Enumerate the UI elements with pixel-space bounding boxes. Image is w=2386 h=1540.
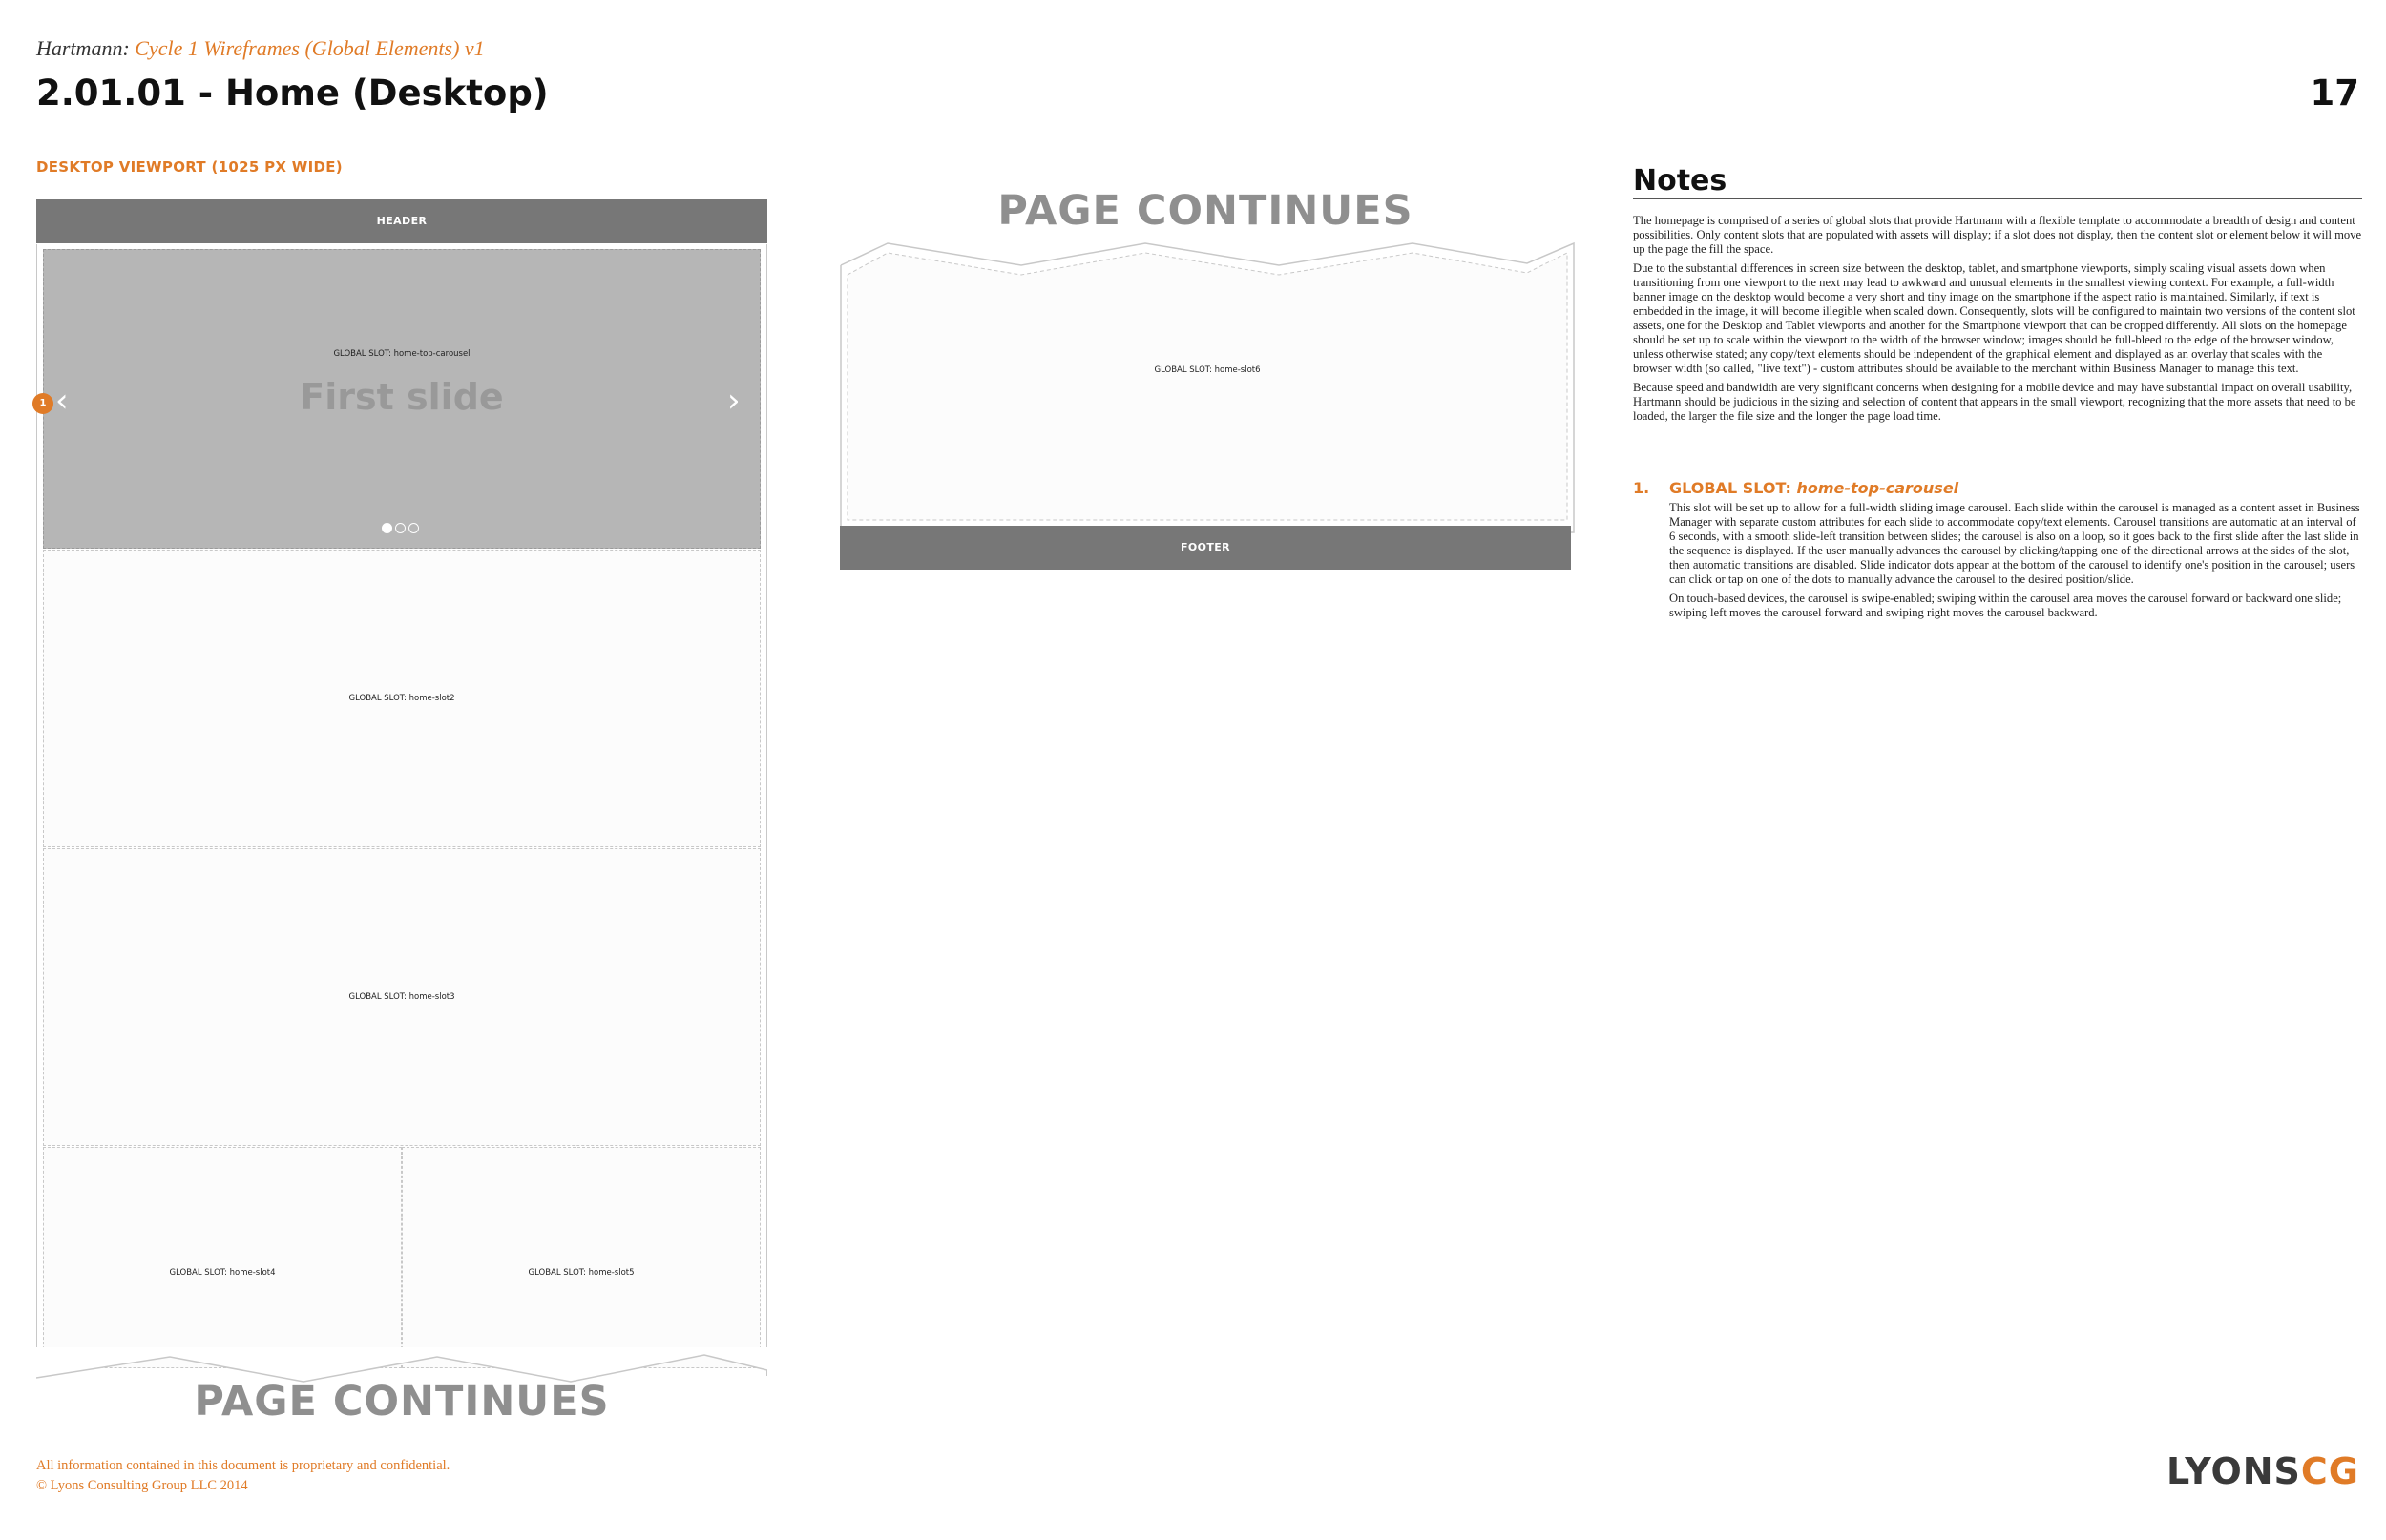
notes-paragraph: Due to the substantial differences in screen size between the desktop, tablet, and smartphone viewports, simply scaling visual assets down when transitioning from one viewport to the next may lead to awkward and unusual elements in the smallest viewing context. For example, a full-width banner image on the desktop would become a very short and tiny image on the smartphone if the aspect ratio is maintained. Similarly, if text is embedded in the image, it will become illegible when scaled down. Consequently, slots will be configured to maintain two versions of the content slot assets, one for the Desktop and Tablet viewports and another for the Smartphone viewport that can be cropped differently. All slots on the homepage should be set up to scale within the viewport to the width of the browser window; images should be full-bleed to the edge of the browser window, unless otherwise stated; any copy/text elements should be independent of the graphical element and displayed as an overlay that scales with the browser width (so called, "live text") - custom attributes should be available to the merchant within Business Manager to manage this text. bbox=[1633, 261, 2355, 375]
slot4-label: GLOBAL SLOT: home-slot4 bbox=[169, 1268, 276, 1278]
note-item-paragraph: On touch-based devices, the carousel is swipe-enabled; swiping within the carousel area moves the carousel forward or backward one slide; swiping left moves the carousel forward and swiping right moves the carousel backward. bbox=[1669, 592, 2342, 619]
header-bar: HEADER bbox=[36, 199, 767, 243]
home-slot2 bbox=[43, 550, 761, 847]
carousel-slot-label: GLOBAL SLOT: home-top-carousel bbox=[333, 349, 471, 359]
slot6-label: GLOBAL SLOT: home-slot6 bbox=[1154, 365, 1261, 375]
chevron-right-icon[interactable]: › bbox=[727, 382, 741, 420]
logo-text-lyons: LYONS bbox=[2166, 1450, 2301, 1492]
notes-divider bbox=[1633, 198, 2362, 199]
confidential-notice: All information contained in this document is proprietary and confidential. bbox=[36, 1458, 450, 1473]
project-name: Cycle 1 Wireframes (Global Elements) v1 bbox=[135, 36, 485, 60]
home-slot4 bbox=[43, 1147, 402, 1368]
note-item-body bbox=[1669, 501, 2362, 625]
home-slot5 bbox=[402, 1147, 761, 1368]
slot5-label: GLOBAL SLOT: home-slot5 bbox=[528, 1268, 635, 1278]
home-slot3 bbox=[43, 848, 761, 1146]
note-item-heading bbox=[1669, 479, 1958, 497]
slot2-label: GLOBAL SLOT: home-slot2 bbox=[348, 694, 455, 703]
copyright-notice: © Lyons Consulting Group LLC 2014 bbox=[36, 1478, 248, 1493]
note-item-number: 1. bbox=[1633, 479, 1650, 497]
viewport-label: DESKTOP VIEWPORT (1025 PX WIDE) bbox=[36, 158, 343, 176]
note-item-paragraph: This slot will be set up to allow for a full-width sliding image carousel. Each slide within the carousel is managed as a content asset in Business Manager with separate custom attributes for each slide to accommodate copy/text elements. Carousel transitions are automatic at an interval of 6 seconds, with a smooth slide-left transition between slides; the carousel is also on a loop, so it goes back to the first slide after the last slide in the sequence is displayed. If the user manually advances the carousel by clicking/tapping one of the directional arrows at the sides of the slot, then automatic transitions are disabled. Slide indicator dots appear at the bottom of the carousel to identify one's position in the carousel; users can click or tap on one of the dots to manually advance the carousel to the desired position/slide. bbox=[1669, 501, 2360, 586]
continued-frame bbox=[840, 239, 1575, 534]
page-continues-bottom: PAGE CONTINUES bbox=[194, 1378, 610, 1426]
carousel-slide-title: First slide bbox=[300, 376, 504, 418]
note-item-slot-name: home-top-carousel bbox=[1796, 479, 1959, 497]
slot3-label: GLOBAL SLOT: home-slot3 bbox=[348, 992, 455, 1002]
footer-bar: FOOTER bbox=[840, 526, 1571, 570]
document-subtitle bbox=[36, 36, 485, 61]
notes-paragraph: Because speed and bandwidth are very significant concerns when designing for a mobile device and may have substantial impact on overall usability, Hartmann should be judicious in the sizing and selection of content that appears in the small viewport, recognizing that the more assets that need to be loaded, the larger the file size and the longer the page load time. bbox=[1633, 381, 2356, 423]
chevron-left-icon[interactable]: ‹ bbox=[55, 382, 69, 420]
page-continues-top: PAGE CONTINUES bbox=[997, 187, 1413, 235]
notes-title: Notes bbox=[1633, 164, 1727, 198]
page-title: 2.01.01 - Home (Desktop) bbox=[36, 73, 549, 114]
client-name: Hartmann: bbox=[36, 36, 130, 60]
notes-body bbox=[1633, 214, 2362, 428]
page-number: 17 bbox=[2310, 73, 2359, 114]
carousel-dot[interactable] bbox=[395, 523, 406, 533]
notes-paragraph: The homepage is comprised of a series of global slots that provide Hartmann with a flexible template to accommodate a breadth of design and content possibilities. Only content slots that are populated with assets will display; if a slot does not display, then the content slot or element below it will move up the page the fill the space. bbox=[1633, 214, 2362, 256]
carousel-dot-active[interactable] bbox=[382, 523, 392, 533]
logo-text-cg: CG bbox=[2300, 1450, 2359, 1492]
note-item-heading-label: GLOBAL SLOT: bbox=[1669, 479, 1791, 497]
carousel-dot[interactable] bbox=[408, 523, 419, 533]
company-logo bbox=[2166, 1450, 2359, 1492]
annotation-marker: 1 bbox=[32, 393, 53, 414]
